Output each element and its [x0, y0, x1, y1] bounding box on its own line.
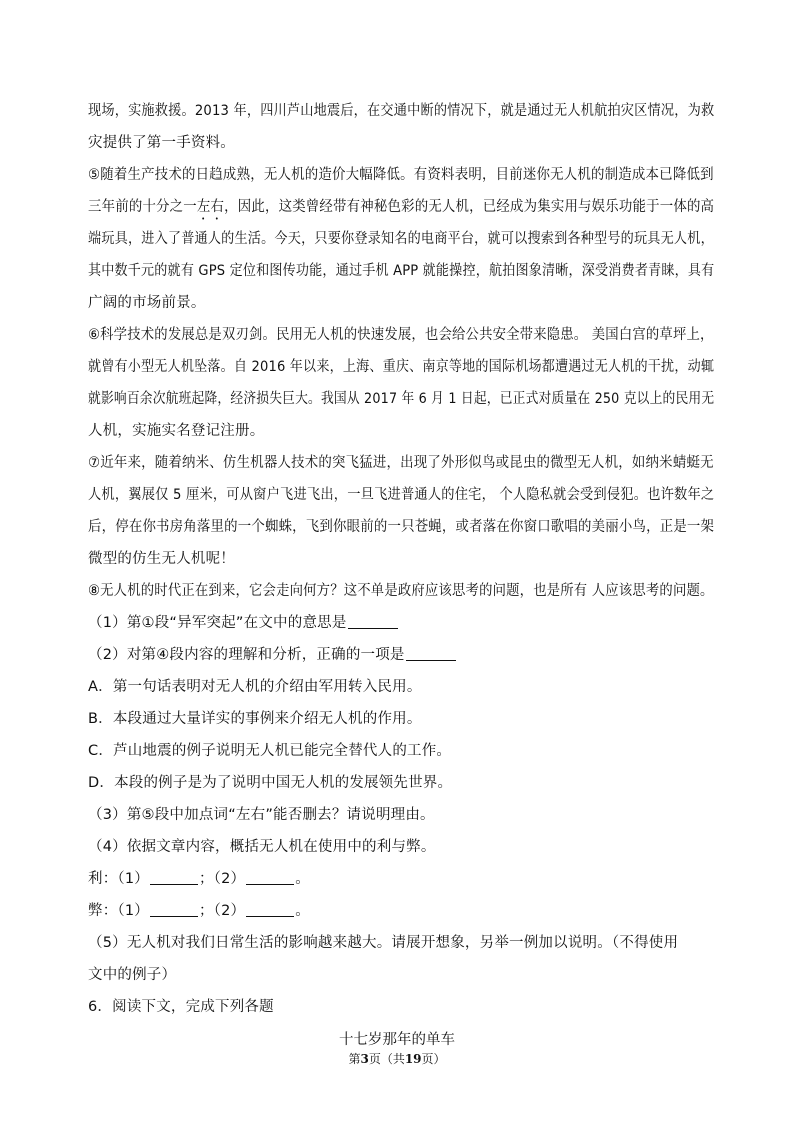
- paragraph-6-start: ⑥科学技术的发展总是双刃剑。民用无人机的快速发展，也会给公共安全带来隐患。 美国白宫的草坪上，: [88, 327, 714, 343]
- answer-blank[interactable]: [348, 614, 398, 629]
- paragraph-5-start: ⑤随着生产技术的日趋成熟，无人机的造价大幅降低。有资料表明，目前迷你无人机的制造成本已降低到: [88, 167, 714, 183]
- question-1-text: （1）第①段“异军突起”在文中的意思是: [88, 615, 347, 631]
- answer-blank[interactable]: [406, 646, 456, 661]
- page-number: 3: [360, 1052, 369, 1066]
- disadvantages-line: [88, 902, 310, 920]
- text-line: 人机，翼展仅 5 厘米，可从窗户飞进飞出，一旦飞进普通人的住宅， 个人隐私就会受到侵犯。也许数年之: [88, 487, 715, 503]
- option-b: B．本段通过大量详实的事例来介绍无人机的作用。: [88, 711, 422, 727]
- page-footer: [0, 1052, 794, 1066]
- option-d: D．本段的例子是为了说明中国无人机的发展领先世界。: [88, 775, 453, 791]
- advantages-line: [88, 870, 310, 888]
- text-segment: 三年前的十分之一: [88, 199, 197, 215]
- text-line: 端玩具，进入了普通人的生活。今天，只要你登录知名的电商平台，就可以搜索到各种型号的玩具无人机，: [88, 231, 714, 247]
- text-line: 现场，实施救援。2013 年，四川芦山地震后，在交通中断的情况下，就是通过无人机航拍灾区情况，为救: [88, 103, 715, 119]
- answer-blank[interactable]: [150, 870, 198, 885]
- question-2: [88, 646, 457, 664]
- next-article-title: 十七岁那年的单车: [339, 1032, 455, 1048]
- option-c: C．芦山地震的例子说明无人机已能完全替代人的工作。: [88, 743, 452, 759]
- text-line-with-dotted-word: [88, 198, 714, 223]
- question-1: [88, 614, 399, 632]
- footer-text: 页（共: [368, 1052, 405, 1066]
- text-line: 就影响百余次航班起降，经济损失巨大。我国从 2017 年 6 月 1 日起，已正式对质量在 250 克以上的民用无: [88, 391, 715, 407]
- separator: ；（2）: [198, 903, 246, 919]
- question-4: （4）依据文章内容，概括无人机在使用中的利与弊。: [88, 839, 436, 855]
- period: 。: [295, 903, 310, 919]
- footer-text: 页）: [421, 1052, 446, 1066]
- text-line: 广阔的市场前景。: [88, 295, 206, 311]
- paragraph-7-start: ⑦近年来，随着纳米、仿生机器人技术的突飞猛进，出现了外形似鸟或昆虫的微型无人机，如纳米蜻蜓无: [88, 455, 714, 471]
- text-line: 微型的仿生无人机呢！: [88, 551, 235, 567]
- disadvantages-label: 弊：（1）: [88, 903, 149, 919]
- text-line: 人机，实施实名登记注册。: [88, 423, 265, 439]
- question-6: 6．阅读下文，完成下列各题: [88, 999, 274, 1015]
- answer-blank[interactable]: [246, 870, 294, 885]
- advantages-label: 利：（1）: [88, 871, 149, 887]
- paragraph-8: ⑧无人机的时代正在到来，它会走向何方？这不单是政府应该思考的问题，也是所有 人应该思考的问题。: [88, 583, 714, 599]
- text-line: 灾提供了第一手资料。: [88, 135, 235, 151]
- question-2-text: （2）对第④段内容的理解和分析，正确的一项是: [88, 647, 405, 663]
- question-5-line-1: （5）无人机对我们日常生活的影响越来越大。请展开想象，另举一例加以说明。（不得使用: [88, 935, 679, 951]
- footer-text: 第: [348, 1052, 361, 1066]
- option-a: A．第一句话表明对无人机的介绍由军用转入民用。: [88, 679, 422, 695]
- answer-blank[interactable]: [246, 902, 294, 917]
- question-3: （3）第⑤段中加点词“左右”能否删去？请说明理由。: [88, 807, 435, 823]
- question-5-line-2: 文中的例子）: [88, 967, 177, 983]
- text-line: 就曾有小型无人机坠落。自 2016 年以来，上海、重庆、南京等地的国际机场都遭遇过无人机的干扰，动辄: [88, 359, 715, 375]
- text-segment: ，因此，这类曾经带有神秘色彩的无人机，已经成为集实用与娱乐功能于一体的高: [224, 199, 715, 215]
- dotted-word-zuoyou: 左右: [196, 199, 225, 215]
- separator: ；（2）: [198, 871, 246, 887]
- answer-blank[interactable]: [150, 902, 198, 917]
- period: 。: [295, 871, 310, 887]
- total-pages: 19: [404, 1052, 422, 1066]
- text-line: 其中数千元的就有 GPS 定位和图传功能，通过手机 APP 就能操控，航拍图象清晰，深受消费者青睐，具有: [88, 263, 715, 279]
- text-line: 后，停在你书房角落里的一个蜘蛛，飞到你眼前的一只苍蝇，或者落在你窗口歌唱的美丽小鸟，正是一架: [88, 519, 715, 535]
